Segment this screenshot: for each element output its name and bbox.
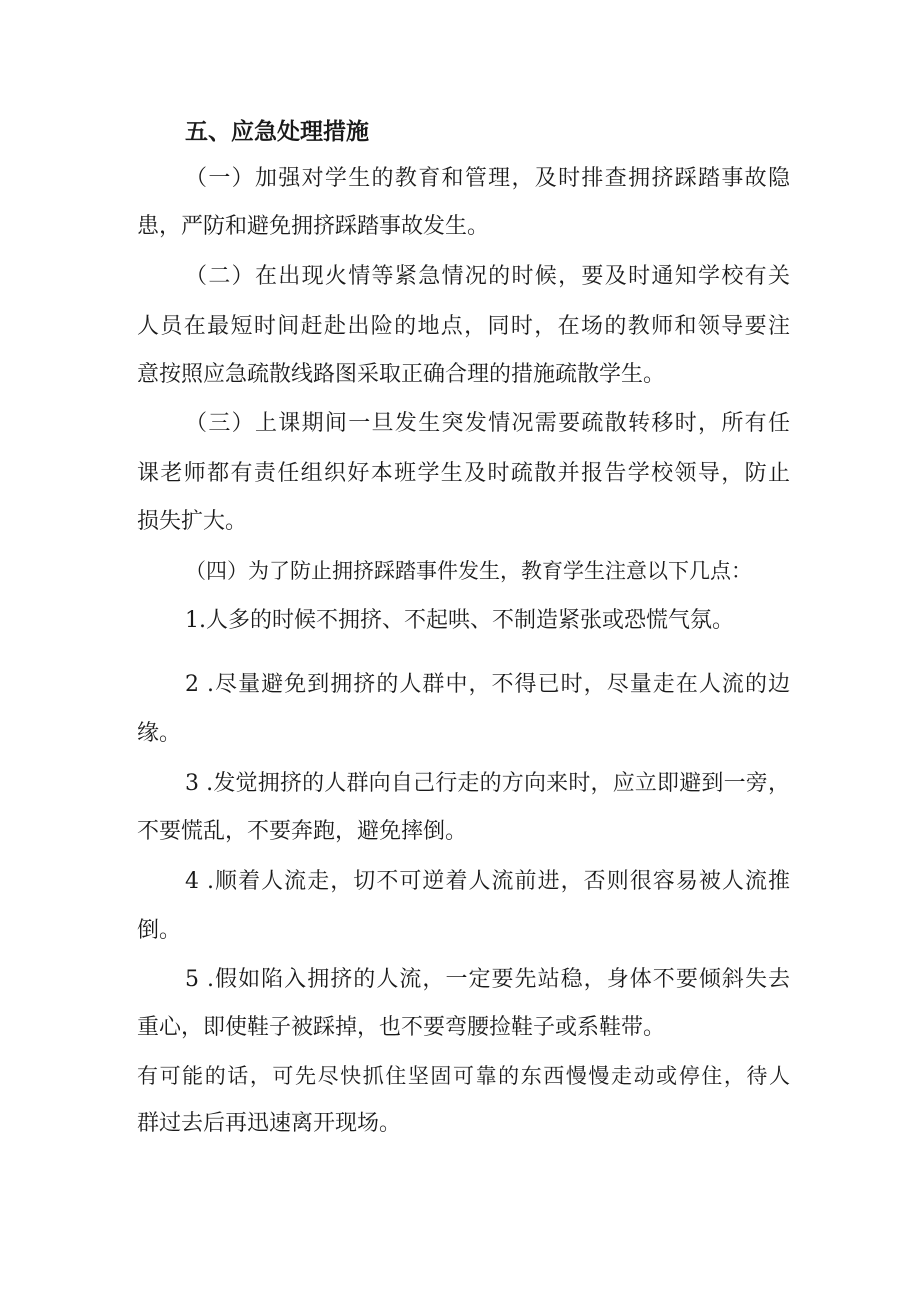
paragraph-3-line-3: 损失扩大。 <box>137 509 248 534</box>
list-item-1: 1.人多的时候不拥挤、不起哄、不制造紧张或恐慌气氛。 <box>185 608 734 633</box>
closing-line-1: 有可能的话，可先尽快抓住坚固可靠的东西慢慢走动或停住，待人 <box>137 1064 790 1088</box>
section-heading: 五、应急处理措施 <box>185 119 369 145</box>
paragraph-1-line-1: （一）加强对学生的教育和管理，及时排查拥挤踩踏事故隐 <box>185 166 790 191</box>
list-item-5-line-1: 5 .假如陷入拥挤的人流，一定要先站稳，身体不要倾斜失去 <box>185 967 790 992</box>
list-item-2-line-2: 缘。 <box>137 721 182 746</box>
paragraph-2-line-1: （二）在出现火情等紧急情况的时候，要及时通知学校有关 <box>185 264 790 289</box>
paragraph-3-line-1: （三）上课期间一旦发生突发情况需要疏散转移时，所有任 <box>185 411 790 436</box>
paragraph-4-line-1: （四）为了防止拥挤踩踏事件发生，教育学生注意以下几点： <box>185 559 752 583</box>
list-item-5-line-2: 重心，即使鞋子被踩掉，也不要弯腰捡鞋子或系鞋带。 <box>137 1015 666 1040</box>
list-item-3-line-1: 3 .发觉拥挤的人群向自己行走的方向来时，应立即避到一旁， <box>185 771 790 796</box>
list-item-4-line-2: 倒。 <box>137 918 182 943</box>
paragraph-1-line-2: 患，严防和避免拥挤踩踏事故发生。 <box>137 214 490 239</box>
paragraph-2-line-3: 意按照应急疏散线路图采取正确合理的措施疏散学生。 <box>137 362 666 387</box>
list-item-4-line-1: 4 .顺着人流走，切不可逆着人流前进，否则很容易被人流推 <box>185 869 790 894</box>
paragraph-2-line-2: 人员在最短时间赶赴出险的地点，同时，在场的教师和领导要注 <box>137 314 790 339</box>
list-item-2-line-1: 2 .尽量避免到拥挤的人群中，不得已时，尽量走在人流的边 <box>185 672 790 697</box>
list-item-3-line-2: 不要慌乱，不要奔跑，避免摔倒。 <box>137 819 468 844</box>
closing-line-2: 群过去后再迅速离开现场。 <box>137 1111 402 1136</box>
paragraph-3-line-2: 课老师都有责任组织好本班学生及时疏散并报告学校领导，防止 <box>137 461 790 486</box>
